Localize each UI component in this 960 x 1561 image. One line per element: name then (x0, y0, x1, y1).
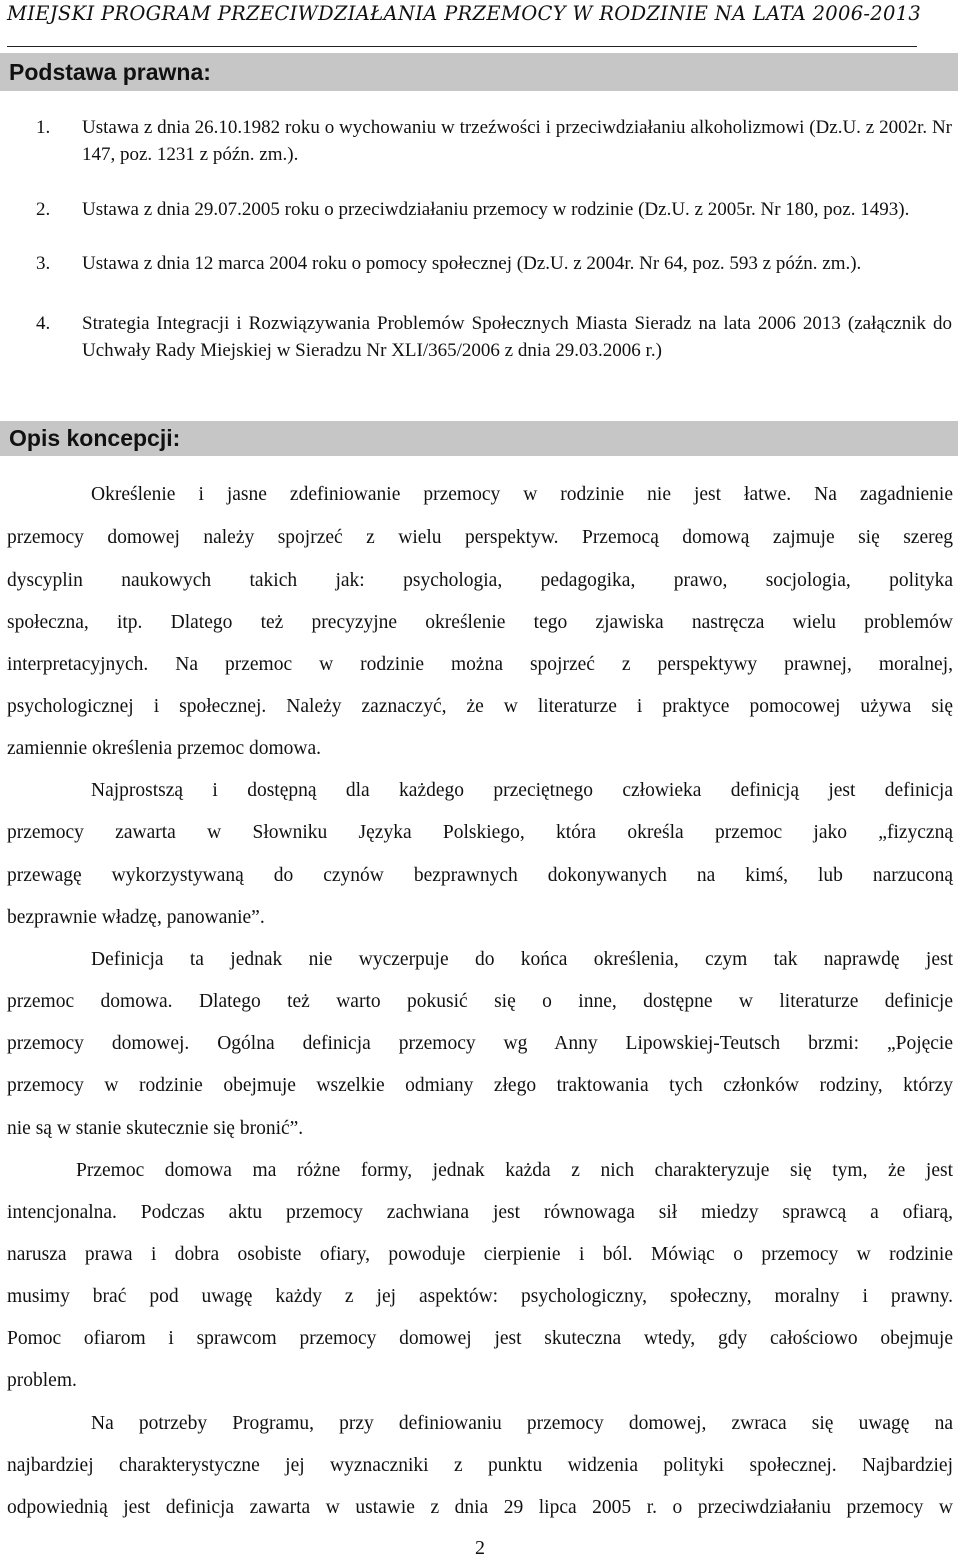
section-heading-concept-description: Opis koncepcji: (0, 421, 958, 456)
paragraph-line: przemocy domowej. Ogólna definicja przemocy wg Anny Lipowskiej-Teutsch brzmi: „Pojęcie (7, 1033, 953, 1054)
section-heading-legal-basis: Podstawa prawna: (0, 53, 958, 91)
paragraph-line: problem. (7, 1370, 77, 1391)
paragraph-line: narusza prawa i dobra osobiste ofiary, powoduje cierpienie i ból. Mówiąc o przemocy w rodzinie (7, 1244, 953, 1265)
legal-basis-item (36, 310, 952, 364)
paragraph-line: psychologicznej i społecznej. Należy zaznaczyć, że w literaturze i praktyce pomocowej używa się (7, 696, 953, 717)
paragraph-line: przemocy domowej należy spojrzeć z wielu perspektyw. Przemocą domową zajmuje się szereg (7, 527, 953, 548)
paragraph-line: Na potrzeby Programu, przy definiowaniu przemocy domowej, zwraca się uwagę na (91, 1413, 953, 1434)
legal-basis-item-number: 3. (36, 253, 51, 274)
paragraph-line: Określenie i jasne zdefiniowanie przemocy w rodzinie nie jest łatwe. Na zagadnienie (91, 484, 953, 505)
running-header: MIEJSKI PROGRAM PRZECIWDZIAŁANIA PRZEMOCY W RODZINIE NA LATA 2006-2013 (7, 2, 922, 25)
legal-basis-item-number: 1. (36, 117, 51, 138)
paragraph-line: musimy brać pod uwagę każdy z jej aspektów: psychologiczny, społeczny, moralny i prawny. (7, 1286, 953, 1307)
paragraph-line: przemoc domowa. Dlatego też warto pokusić się o inne, dostępne w literaturze definicje (7, 991, 953, 1012)
legal-basis-item-number: 4. (36, 313, 51, 334)
paragraph-line: nie są w stanie skutecznie się bronić”. (7, 1118, 304, 1139)
paragraph-line: bezprawnie władzę, panowanie”. (7, 907, 265, 928)
legal-basis-item (36, 196, 952, 223)
legal-basis-item-text: Ustawa z dnia 12 marca 2004 roku o pomocy społecznej (Dz.U. z 2004r. Nr 64, poz. 593 z późn. zm.). (82, 253, 862, 274)
paragraph-line: społeczna, itp. Dlatego też precyzyjne określenie tego zjawiska nastręcza wielu problemów (7, 612, 953, 633)
paragraph-line: interpretacyjnych. Na przemoc w rodzinie można spojrzeć z perspektywy prawnej, moralnej, (7, 654, 953, 675)
paragraph-line: przewagę wykorzystywaną do czynów bezprawnych dokonywanych na kimś, lub narzuconą (7, 865, 953, 886)
paragraph-line: Najprostszą i dostępną dla każdego przeciętnego człowieka definicją jest definicja (91, 780, 953, 801)
legal-basis-item-text: Ustawa z dnia 26.10.1982 roku o wychowaniu w trzeźwości i przeciwdziałaniu alkoholizmowi (Dz.U. z 2002r. Nr 147, poz. 1231 z późn. zm.). (82, 117, 952, 165)
paragraph-line: zamiennie określenia przemoc domowa. (7, 738, 322, 759)
paragraph-line: intencjonalna. Podczas aktu przemocy zachwiana jest równowaga sił miedzy sprawcą a ofiarą, (7, 1202, 953, 1223)
legal-basis-item-text: Strategia Integracji i Rozwiązywania Problemów Społecznych Miasta Sieradz na lata 2006 2013 (załącznik do Uchwały Rady Miejskiej w Sieradzu Nr XLI/365/2006 z dnia 29.03.2006 r.) (82, 313, 952, 361)
legal-basis-item (36, 250, 952, 277)
paragraph-line: przemocy w rodzinie obejmuje wszelkie odmiany złego traktowania tych członków rodziny, którzy (7, 1075, 953, 1096)
paragraph-line: Pomoc ofiarom i sprawcom przemocy domowej jest skuteczna wtedy, gdy całościowo obejmuje (7, 1328, 953, 1349)
header-rule (7, 46, 917, 47)
page-number: 2 (475, 1537, 485, 1559)
paragraph-line: Przemoc domowa ma różne formy, jednak każda z nich charakteryzuje się tym, że jest (76, 1160, 953, 1181)
paragraph-line: najbardziej charakterystyczne jej wyznaczniki z punktu widzenia polityki społecznej. Najbardziej (7, 1455, 953, 1476)
paragraph-line: Definicja ta jednak nie wyczerpuje do końca określenia, czym tak naprawdę jest (91, 949, 953, 970)
legal-basis-item-text: Ustawa z dnia 29.07.2005 roku o przeciwdziałaniu przemocy w rodzinie (Dz.U. z 2005r. Nr 180, poz. 1493). (82, 199, 910, 220)
legal-basis-item (36, 114, 952, 168)
legal-basis-item-number: 2. (36, 199, 51, 220)
paragraph-line: przemocy zawarta w Słowniku Języka Polskiego, która określa przemoc jako „fizyczną (7, 822, 953, 843)
paragraph-line: dyscyplin naukowych takich jak: psychologia, pedagogika, prawo, socjologia, polityka (7, 570, 953, 591)
paragraph-line: odpowiednią jest definicja zawarta w ustawie z dnia 29 lipca 2005 r. o przeciwdziałaniu przemocy w (7, 1497, 953, 1518)
